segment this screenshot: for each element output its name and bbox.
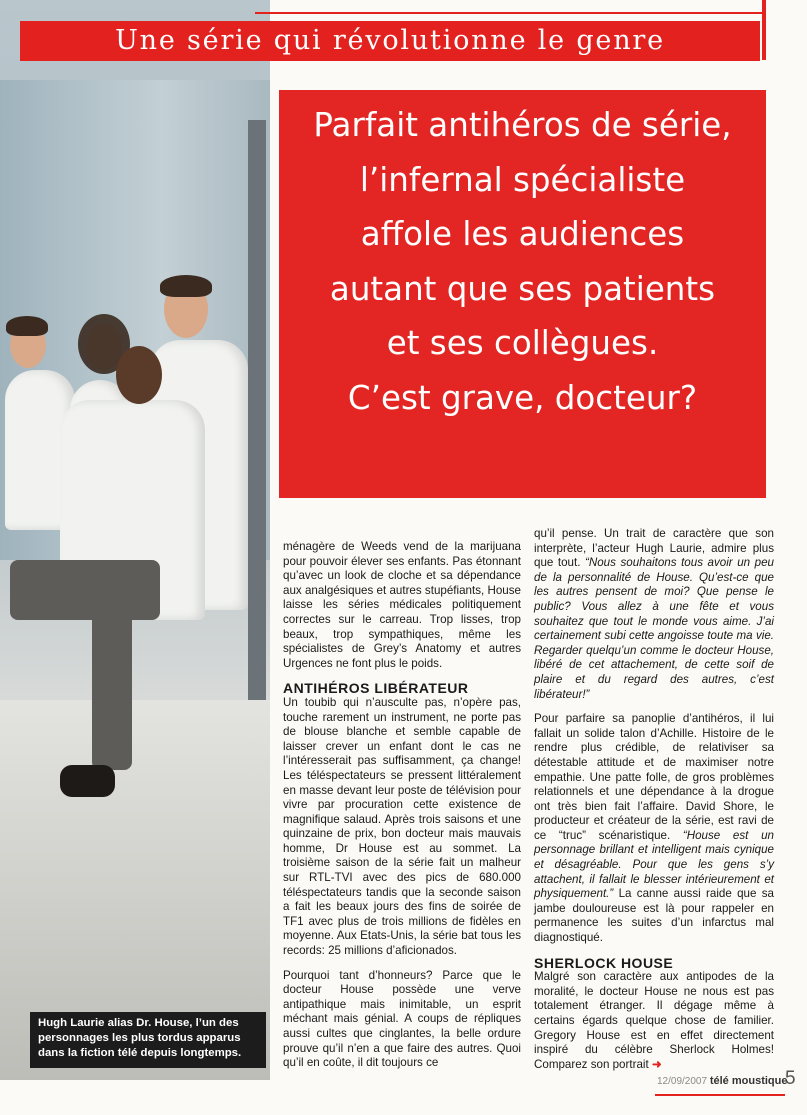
photo-door-frame	[248, 120, 266, 740]
pull-quote-box	[279, 90, 766, 498]
pull-quote-line: l’infernal spécialiste	[359, 160, 686, 199]
issue-date: 12/09/2007	[657, 1076, 708, 1087]
paragraph-text: La canne aussi raide que sa jambe douloureuse est là pour rappeler en permanence les suites d’un infarctus mal diagnostiqué.	[534, 887, 774, 945]
pull-quote-line: C’est grave, docteur?	[347, 378, 698, 417]
figure-right-hair	[160, 275, 212, 297]
magazine-name: télé moustique	[709, 1075, 788, 1087]
subheading-antiheros: ANTIHÉROS LIBÉRATEUR	[283, 680, 469, 697]
continue-arrow-icon: ➜	[651, 1057, 662, 1071]
paragraph: Pourquoi tant d’honneurs? Parce que le docteur House possède une verve antipathique mais inimitable, un esprit méchant mais génial. A coups de répliques aussi cultes que cinglantes, la belle ordure prouve qu’il n’en a que faire des autres. Quoi qu’il en coûte, il dit toujours ce	[283, 968, 521, 1070]
paragraph-text: qu’il pense. Un trait de caractère que son interprète, l’acteur Hugh Laurie, admire plus que tout.	[534, 527, 774, 570]
paragraph: ménagère de Weeds vend de la marijuana pour pouvoir élever ses enfants. Pas étonnant qu’avec un look de cloche et sa dépendance aux analgésiques et autres stupéfiants, House laisse les séries médicales politiquement correctes sur le carreau. Trop lisses, trop beaux, trop sympathiques, même les spécialistes de Grey’s Anatomy et autres Urgences ne font plus le poids.	[283, 540, 521, 670]
paragraph: Un toubib qui n’ausculte pas, n’opère pas, touche rarement un instrument, ne porte pas de blouse blanche et semble capable de laisser crever un enfant dont le cas ne l’intéresserait pas suffisamment, ça change! Les téléspectateurs se pressent littéralement en masse devant leur poste de télévision pour vivre par procuration cette existence de magnifique salaud. Après trois saisons et une quinzaine de prix, bon docteur mais mauvais homme, Dr House est au sommet. La troisième saison de la série fait un malheur sur RTL-TVI avec des pics de 680.000 téléspectateurs tandis que la seconde saison a fait les beaux jours des fins de soirée de TF1 avec plus de trois millions de fidèles en moyenne. Aux Etats-Unis, la série bat tous les records: 25 millions d’aficionados.	[283, 695, 521, 958]
paragraph	[534, 527, 774, 702]
article-column-1	[283, 540, 521, 1071]
figure-left-hair	[6, 316, 48, 336]
paragraph-text: Malgré son caractère aux antipodes de la moralité, le docteur House ne nous est pas totalement étranger. Il dégage même à certains égards quelque chose de familier. Gregory House est en effet directement inspiré du célèbre Sherlock Holmes! Comparez son portrait	[534, 970, 774, 1071]
figure-center-shin	[92, 610, 132, 770]
footer-rule	[655, 1094, 785, 1096]
page-footer	[657, 1075, 787, 1087]
figure-center-legs	[10, 560, 160, 620]
top-right-rule	[762, 0, 766, 60]
subheading-sherlock: SHERLOCK HOUSE	[534, 954, 674, 971]
pull-quote-line: affole les audiences	[360, 215, 685, 253]
section-banner	[20, 21, 760, 61]
paragraph	[534, 970, 774, 1072]
figure-center-shoe	[60, 765, 115, 797]
photo-caption: Hugh Laurie alias Dr. House, l’un des personnages les plus tordus apparus dans la fiction télé depuis longtemps.	[30, 1012, 266, 1068]
cast-photo	[0, 0, 270, 1080]
top-rule	[255, 12, 765, 14]
pull-quote-line: autant que ses patients	[329, 269, 716, 308]
figure-center-head	[116, 346, 162, 404]
section-title: Une série qui révolutionne le genre	[115, 25, 665, 56]
pull-quote-line: Parfait antihéros de série,	[313, 106, 732, 144]
article-column-2	[534, 527, 774, 1072]
pull-quote-line: et ses collègues.	[386, 324, 659, 362]
quote-david-shore: “House est un personnage brillant et intelligent mais cynique et désagréable. Pour que les gens s’y attachent, il fallait le blesser intérieurement et physiquement.”	[534, 828, 774, 901]
paragraph-text: Pour parfaire sa panoplie d’antihéros, il lui fallait un solide talon d’Achille. Histoire de le rendre plus crédible, de relativiser sa détestable attitude et de maximiser notre empathie. Une patte folle, de gros problèmes relationnels et une dépendance à la drogue ont très bien fait l’affaire. David Shore, le producteur et créateur de la série, est ravi de ce “truc” scénaristique.	[534, 712, 774, 842]
quote-hugh-laurie: “Nous souhaitons tous avoir un peu de la personnalité de House. Qu’est-ce que les autres pensent de moi? Que pense le public? Vous allez à une fête et vous souhaitez que tout le monde vous aime. J’ai certainement subi cette angoisse toute ma vie. Regarder quelqu’un comme le docteur House, libéré de cet attachement, de cette soif de plaire et du regard des autres, c’est libérateur!”	[534, 556, 774, 701]
paragraph	[534, 712, 774, 946]
page-number: 5	[785, 1068, 796, 1089]
pull-quote	[279, 98, 766, 425]
